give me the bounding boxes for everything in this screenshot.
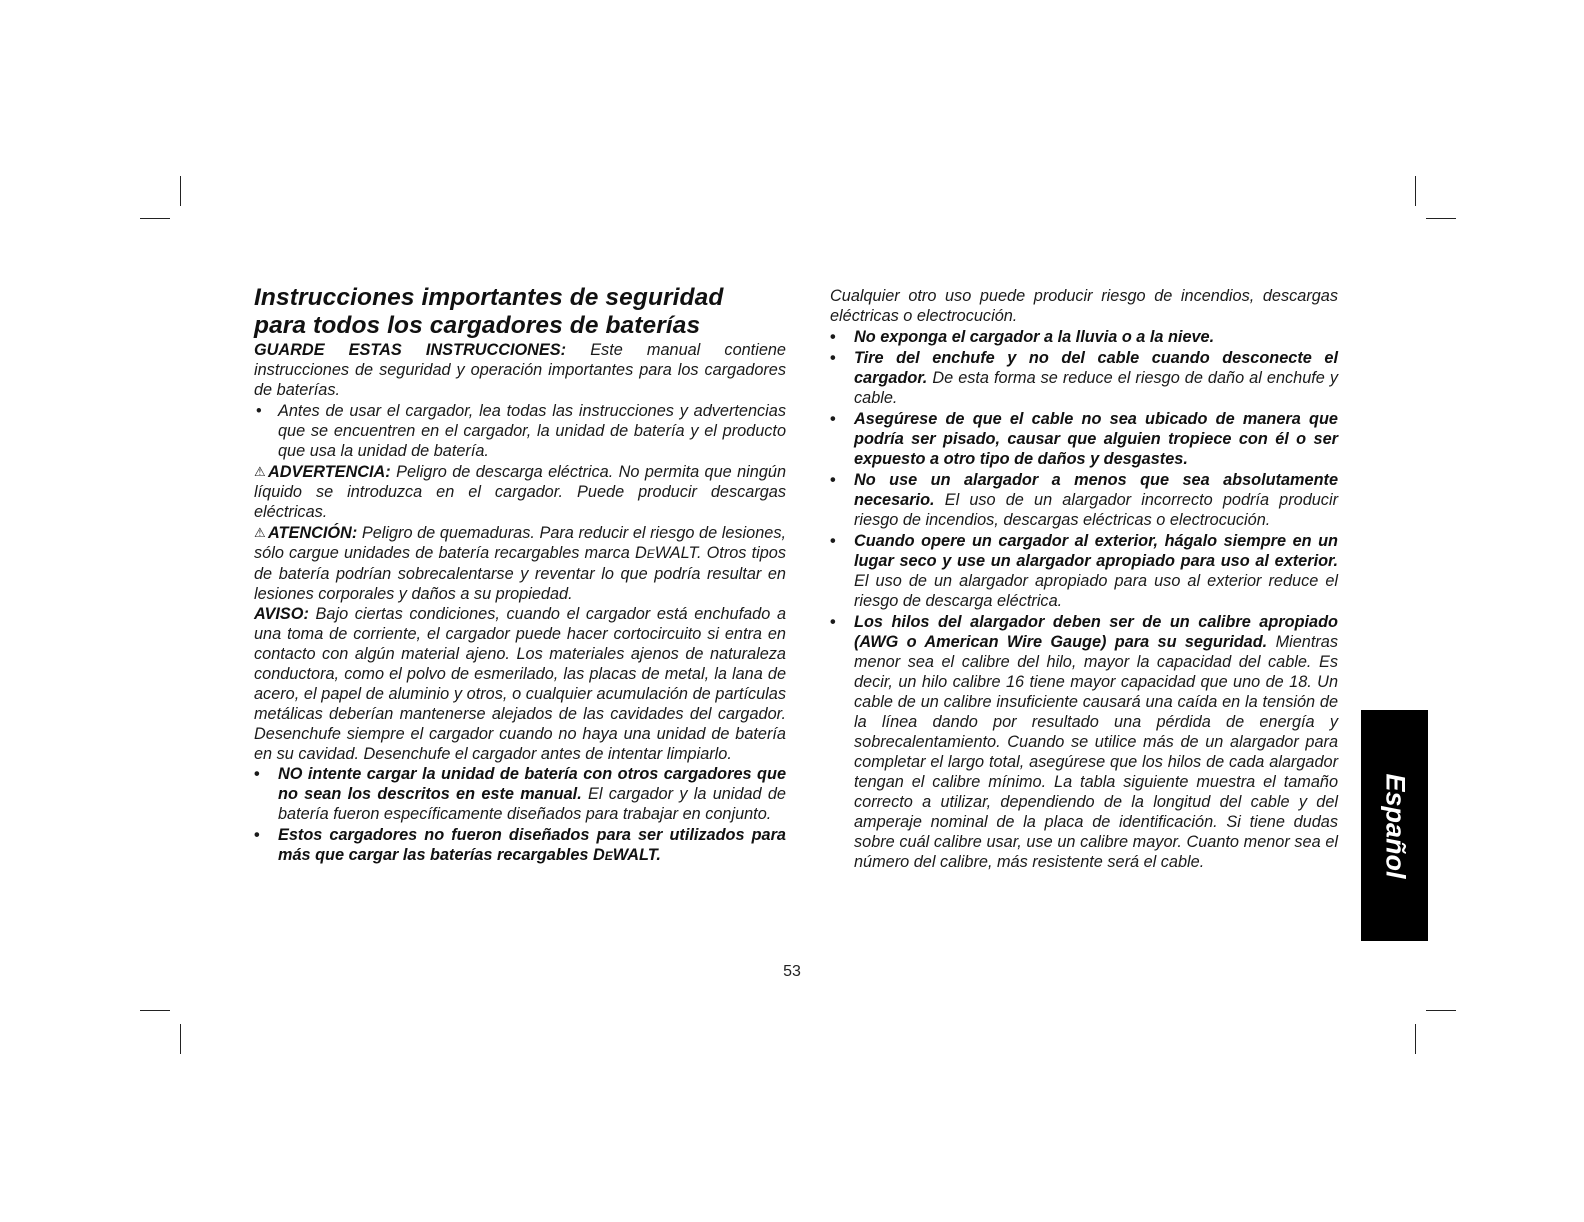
crop-mark [180, 176, 181, 206]
list-item [830, 470, 1338, 530]
bullet-bold: Tire del enchufe y no del cable cuando desconecte el cargador. [854, 349, 1338, 387]
bullet-text: El uso de un alargador incorrecto podría producir riesgo de incendios, descargas eléctricas o electrocución. [854, 491, 1338, 529]
list-item [830, 409, 1338, 469]
bullet-icon: • [830, 471, 836, 489]
intro-paragraph [254, 340, 786, 400]
bullet-bold: No exponga el cargador a la lluvia o a la nieve. [854, 328, 1215, 346]
section-heading [254, 284, 786, 340]
intro-lead: GUARDE ESTAS INSTRUCCIONES: [254, 341, 567, 359]
bullet-text: De esta forma se reduce el riesgo de daño al enchufe y cable. [854, 369, 1338, 407]
bullet-bold: No use un alargador a menos que sea absolutamente necesario. [854, 471, 1338, 509]
caution-paragraph [254, 523, 786, 604]
warning-text: Peligro de descarga eléctrica. No permita que ningún líquido se introduzca en el cargador. Puede producir descargas eléctricas. [254, 463, 786, 521]
warning-triangle-icon: ⚠ [254, 464, 266, 479]
bullet-bold: Estos cargadores no fueron diseñados para ser utilizados para más que cargar las baterías recargables D [278, 826, 786, 864]
right-column [830, 286, 1338, 872]
crop-mark [180, 1024, 181, 1054]
continued-paragraph: Cualquier otro uso puede producir riesgo de incendios, descargas eléctricas o electrocución. [830, 287, 1338, 325]
crop-mark [140, 1010, 170, 1011]
bullet-icon: • [830, 532, 836, 550]
notice-lead: AVISO: [254, 605, 309, 623]
bullet-bold: Los hilos del alargador deben ser de un calibre apropiado (AWG o American Wire Gauge) para su seguridad. [854, 613, 1338, 651]
language-tab [1361, 710, 1428, 941]
left-column [254, 284, 786, 866]
list-item [830, 327, 1338, 347]
language-tab-label: Español [1380, 772, 1410, 879]
page-number: 53 [783, 963, 801, 980]
bullet-text: El uso de un alargador apropiado para uso al exterior reduce el riesgo de descarga eléctrica. [854, 572, 1338, 610]
warning-lead: ADVERTENCIA: [268, 463, 391, 481]
intro-text: Este manual contiene instrucciones de seguridad y operación importantes para los cargadores de baterías. [254, 341, 786, 399]
brand-small-cap: E [646, 547, 655, 561]
bullet-icon: • [830, 613, 836, 631]
heading-line-1: Instrucciones importantes de seguridad [254, 284, 724, 311]
list-item [254, 764, 786, 824]
bullet-icon: • [254, 826, 260, 844]
bullet-text: El cargador y la unidad de batería fueron específicamente diseñados para trabajar en conjunto. [278, 785, 786, 823]
caution-triangle-icon: ⚠ [254, 525, 266, 540]
bullet-icon: • [830, 328, 836, 346]
bullet-bold: Asegúrese de que el cable no sea ubicado de manera que podría ser pisado, causar que alguien tropiece con él o ser expuesto a otro tipo de daños y desgastes. [854, 410, 1338, 468]
bullet-bold: Cuando opere un cargador al exterior, hágalo siempre en un lugar seco y use un alargador apropiado para uso al exterior. [854, 532, 1338, 570]
list-item [254, 401, 786, 461]
bullet-text: Antes de usar el cargador, lea todas las instrucciones y advertencias que se encuentren en el cargador, la unidad de batería y el producto que usa la unidad de batería. [278, 402, 786, 460]
crop-mark [1426, 218, 1456, 219]
crop-mark [1415, 176, 1416, 206]
notice-text: Bajo ciertas condiciones, cuando el cargador está enchufado a una toma de corriente, el cargador puede hacer cortocircuito si entra en contacto con algún material ajeno. Los materiales ajenos de naturaleza conductora, como el polvo de esmerilado, las placas de metal, la lana de acero, el papel de aluminio y otros, o cualquier acumulación de partículas metálicas deberían mantenerse alejados de las cavidades del cargador. Desenchufe siempre el cargador cuando no haya una unidad de batería en su cavidad. Desenchufe el cargador antes de intentar limpiarlo. [254, 605, 786, 763]
bullet-icon: • [830, 410, 836, 428]
bullet-icon: • [830, 349, 836, 367]
caution-text-b: WALT. Otros tipos de batería podrían sobrecalentarse y reventar lo que podría resultar en lesiones corporales y daños a su propiedad. [254, 544, 786, 603]
bullet-bold: WALT. [612, 846, 661, 864]
caution-text-a: Peligro de quemaduras. Para reducir el riesgo de lesiones, sólo cargue unidades de batería recargables marca D [254, 524, 786, 562]
brand-small-cap: E [604, 849, 613, 863]
list-item [830, 531, 1338, 611]
caution-lead: ATENCIÓN: [268, 524, 358, 542]
crop-mark [1426, 1010, 1456, 1011]
warning-paragraph [254, 462, 786, 522]
bullet-icon: • [254, 765, 260, 783]
bullet-text: Mientras menor sea el calibre del hilo, mayor la capacidad del cable. Es decir, un hilo calibre 16 tiene mayor capacidad que uno de 18. Un cable de un calibre insuficiente causará una caída en la tensión de la línea dando por resultado una pérdida de energía y sobrecalentamiento. Cuando se utilice más de un alargador para completar el largo total, asegúrese que los hilos de cada alargador tengan el calibre mínimo. La tabla siguiente muestra el tamaño correcto a utilizar, dependiendo de la longitud del cable y del amperaje nominal de la placa de identificación. Si tiene dudas sobre cuál calibre usar, use un calibre mayor. Cuanto menor sea el número del calibre, más resistente será el cable. [854, 633, 1338, 871]
notice-paragraph [254, 604, 786, 764]
bullet-icon: • [256, 402, 262, 420]
list-item [830, 612, 1338, 872]
list-item [830, 348, 1338, 408]
crop-mark [1415, 1024, 1416, 1054]
list-item [254, 825, 786, 866]
bullet-bold: NO intente cargar la unidad de batería con otros cargadores que no sean los descritos en este manual. [278, 765, 786, 803]
crop-mark [140, 218, 170, 219]
heading-line-2: para todos los cargadores de baterías [254, 312, 701, 339]
